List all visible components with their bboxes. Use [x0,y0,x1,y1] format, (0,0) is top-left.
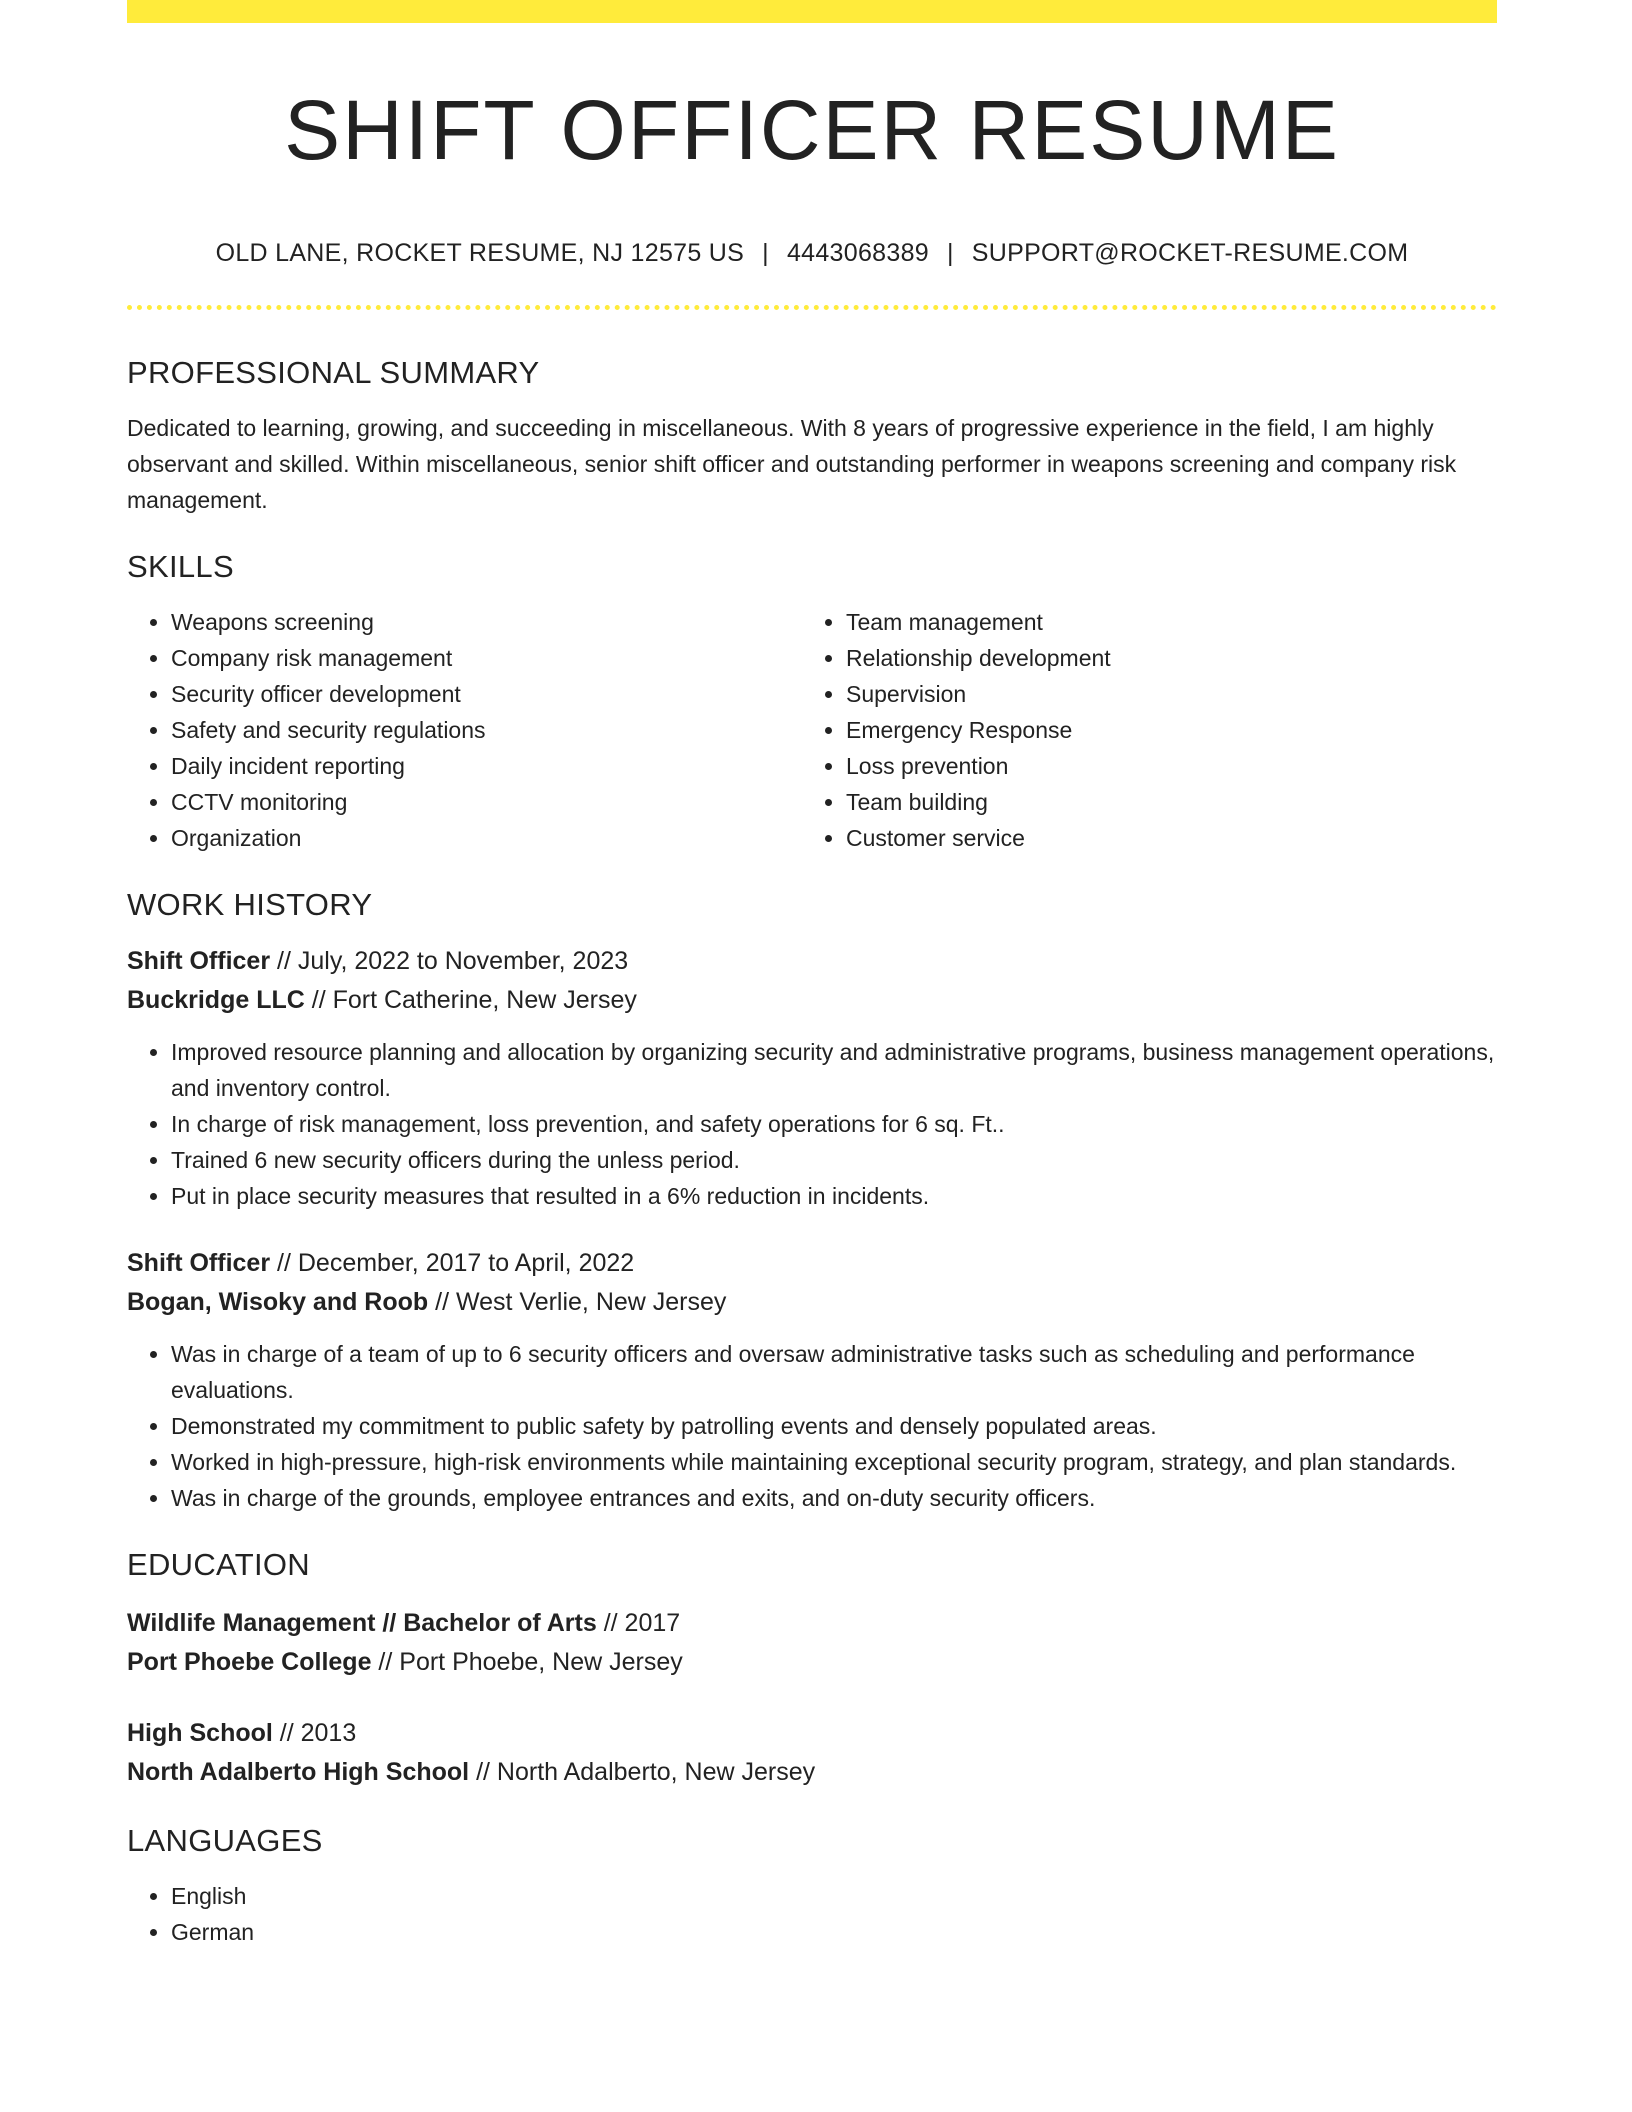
skill-item: • CCTV monitoring [171,784,802,820]
skill-item: • Team management [846,604,1477,640]
section-heading: PROFESSIONAL SUMMARY [127,355,540,390]
job-bullet: • Worked in high-pressure, high-risk environments while maintaining exceptional security program, strategy, and plan standards. [171,1444,1497,1480]
job-bullet: • Was in charge of the grounds, employee entrances and exits, and on-duty security officers. [171,1480,1497,1516]
job-company-line [127,981,1497,1020]
education-section [127,1542,1497,1792]
skill-item: • Security officer development [171,676,802,712]
job-location: // Fort Catherine, New Jersey [304,986,637,1014]
job-bullet: • In charge of risk management, loss prevention, and safety operations for 6 sq. Ft.. [171,1106,1497,1142]
job-entry [127,1244,1497,1516]
skill-item: • Organization [171,820,802,856]
graduation-year: // 2013 [272,1719,357,1747]
school-location: // North Adalberto, New Jersey [469,1758,816,1786]
section-heading: SKILLS [127,549,234,584]
skill-item: • Supervision [846,676,1477,712]
phone: 4443068389 [786,239,929,267]
job-company: Buckridge LLC [127,986,305,1014]
degree: High School [127,1719,273,1747]
section-heading: EDUCATION [127,1547,310,1582]
job-bullet: • Was in charge of a team of up to 6 security officers and oversaw administrative tasks such as scheduling and performance evaluations. [171,1336,1497,1408]
job-title-line [127,942,1497,981]
dotted-divider [127,305,1497,310]
languages-section [127,1818,1497,1950]
languages-list [127,1878,1497,1950]
job-bullets [127,1034,1497,1214]
job-title: Shift Officer [127,947,271,975]
section-heading: WORK HISTORY [127,887,373,922]
school: Port Phoebe College [127,1648,372,1676]
job-bullet: • Put in place security measures that resulted in a 6% reduction in incidents. [171,1178,1497,1214]
degree-line [127,1714,1497,1753]
job-bullet: • Demonstrated my commitment to public safety by patrolling events and densely populated areas. [171,1408,1497,1444]
section-heading: LANGUAGES [127,1823,323,1858]
address: OLD LANE, ROCKET RESUME, NJ 12575 US [215,239,745,267]
language-item: • German [171,1914,1497,1950]
school-location: // Port Phoebe, New Jersey [371,1648,683,1676]
job-title: Shift Officer [127,1249,271,1277]
degree: Wildlife Management // Bachelor of Arts [127,1609,597,1637]
job-bullet: • Improved resource planning and allocation by organizing security and administrative programs, business management operations, and inventory control. [171,1034,1497,1106]
skills-list [802,604,1477,856]
language-item: • English [171,1878,1497,1914]
job-entry [127,942,1497,1214]
job-dates: // December, 2017 to April, 2022 [270,1249,635,1277]
resume-title: SHIFT OFFICER RESUME [284,83,1340,177]
skill-item: • Weapons screening [171,604,802,640]
school-line [127,1643,1497,1682]
job-bullet: • Trained 6 new security officers during the unless period. [171,1142,1497,1178]
skills-section [127,544,1497,856]
school: North Adalberto High School [127,1758,470,1786]
job-company-line [127,1283,1497,1322]
summary-text: Dedicated to learning, growing, and succeeding in miscellaneous. With 8 years of progressive experience in the field, I am highly observant and skilled. Within miscellaneous, senior shift officer and outstanding performer in weapons screening and company risk management. [127,415,1457,513]
resume-content [127,350,1497,1950]
school-line [127,1753,1497,1792]
skills-columns [127,604,1497,856]
job-bullets [127,1336,1497,1516]
skill-item: • Team building [846,784,1477,820]
skill-item: • Company risk management [171,640,802,676]
job-location: // West Verlie, New Jersey [428,1288,727,1316]
skills-column-right [802,604,1477,856]
work-history-section [127,882,1497,1516]
top-accent-bar [127,0,1497,23]
contact-line [127,236,1497,270]
contact-separator: | [946,239,954,267]
job-company: Bogan, Wisoky and Roob [127,1288,429,1316]
degree-line [127,1604,1497,1643]
email: SUPPORT@ROCKET-RESUME.COM [971,239,1409,267]
skill-item: • Emergency Response [846,712,1477,748]
education-entry [127,1714,1497,1792]
job-dates: // July, 2022 to November, 2023 [270,947,629,975]
skill-item: • Customer service [846,820,1477,856]
job-title-line [127,1244,1497,1283]
graduation-year: // 2017 [596,1609,681,1637]
skills-column-left [127,604,802,856]
skill-item: • Safety and security regulations [171,712,802,748]
summary-section [127,350,1497,518]
skill-item: • Relationship development [846,640,1477,676]
contact-separator: | [762,239,769,267]
skill-item: • Daily incident reporting [171,748,802,784]
skills-list [127,604,802,856]
skill-item: • Loss prevention [846,748,1477,784]
education-entry [127,1604,1497,1682]
